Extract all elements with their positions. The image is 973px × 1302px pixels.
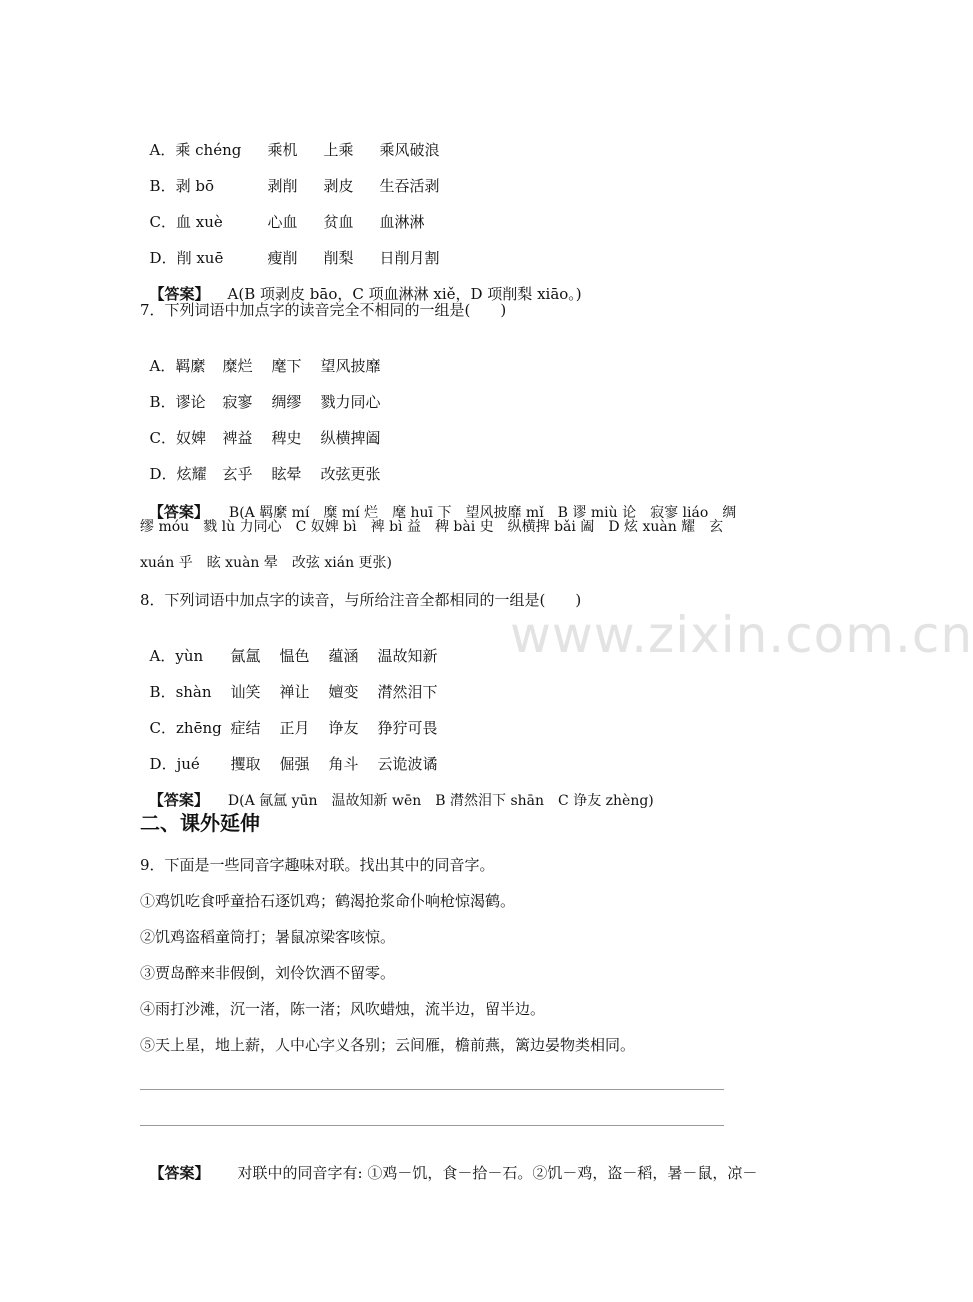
q6-answer (140, 264, 582, 304)
answer-blank-line-1 (140, 1089, 724, 1090)
q6-option-c (140, 192, 425, 232)
option-label: B．谬论 (149, 393, 206, 411)
word: 乘风破浪 (379, 141, 440, 159)
q9-couplet-5: ⑤天上星，地上薪，人中心字义各别；云间雁，檐前燕，篱边晏物类相同。 (140, 1036, 636, 1054)
option-label: D．削 xuē (149, 249, 224, 267)
option-label: D．jué (149, 755, 200, 773)
option-label: A．乘 chéng (149, 141, 242, 159)
q6-option-a (140, 120, 440, 160)
q9-couplet-1: ①鸡饥吃食呼童拾石逐饥鸡；鹤渴抢浆命仆响枪惊渴鹤。 (140, 892, 516, 910)
q8-option-d (140, 734, 438, 774)
word: 剥削 (267, 177, 298, 195)
word: 禅让 (279, 683, 310, 701)
q6-option-d (140, 228, 440, 268)
word: 改弦更张 (320, 465, 381, 483)
q9-question: 9．下面是一些同音字趣味对联。找出其中的同音字。 (140, 856, 495, 874)
q8-option-c (140, 698, 438, 738)
word: 嬗变 (328, 683, 359, 701)
q9-couplet-4: ④雨打沙滩，沉一渚，陈一渚；风吹蜡烛，流半边，留半边。 (140, 1000, 546, 1018)
word: 温故知新 (377, 647, 438, 665)
section-heading: 二、课外延伸 (140, 811, 260, 835)
answer-blank-line-2 (140, 1125, 724, 1126)
option-label: B．剥 bō (149, 177, 214, 195)
option-label: B．shàn (149, 683, 212, 701)
answer-label: 【答案】 (149, 1164, 210, 1182)
option-label: A．羁縻 (149, 357, 206, 375)
word: 心血 (267, 213, 298, 231)
word: 潸然泪下 (377, 683, 438, 701)
q7-option-c (140, 408, 381, 448)
word: 瘦削 (267, 249, 298, 267)
word: 裨益 (222, 429, 253, 447)
q7-answer-line-3: xuán 乎 眩 xuàn 晕 改弦 xián 更张) (140, 555, 392, 571)
word: 倔强 (279, 755, 310, 773)
watermark: www.zixin.com.cn (510, 606, 973, 664)
word: 云诡波谲 (377, 755, 438, 773)
word: 乘机 (267, 141, 298, 159)
word: 眩晕 (271, 465, 302, 483)
q7-option-d (140, 444, 381, 484)
word: 正月 (279, 719, 310, 737)
answer-text: 对联中的同音字有: ①鸡－饥，食－拾－石。②饥－鸡，盗－稻，暑－鼠，凉－ (237, 1164, 758, 1182)
word: 氤氲 (230, 647, 261, 665)
word: 生吞活剥 (379, 177, 440, 195)
option-label: C．zhēng (149, 719, 222, 737)
word: 讪笑 (230, 683, 261, 701)
word: 贫血 (323, 213, 354, 231)
word: 剥皮 (323, 177, 354, 195)
word: 上乘 (323, 141, 354, 159)
answer-label: 【答案】 (149, 285, 210, 303)
q9-answer (140, 1143, 757, 1183)
q9-couplet-2: ②饥鸡盗稻童筒打；暑鼠凉梁客咳惊。 (140, 928, 396, 946)
q7-answer-line-2: 缪 móu 戮 lù 力同心 C 奴婢 bì 裨 bì 益 稗 bài 史 纵横捭 bǎi 阖 D 炫 xuàn 耀 玄 (140, 519, 724, 535)
answer-text: B(A 羁縻 mí 糜 mí 烂 麾 huī 下 望风披靡 mǐ B 谬 miù 论 寂寥 liáo 绸 (228, 505, 737, 521)
word: 攫取 (230, 755, 261, 773)
word: 糜烂 (222, 357, 253, 375)
word: 狰狞可畏 (377, 719, 438, 737)
word: 戮力同心 (320, 393, 381, 411)
word: 玄乎 (222, 465, 253, 483)
answer-label: 【答案】 (148, 503, 209, 521)
q8-option-b (140, 662, 438, 702)
q8-question: 8．下列词语中加点字的读音，与所给注音全都相同的一组是( ) (140, 591, 582, 609)
option-label: C．奴婢 (149, 429, 207, 447)
q8-option-a (140, 626, 438, 666)
word: 纵横捭阖 (320, 429, 381, 447)
word: 角斗 (328, 755, 359, 773)
word: 症结 (230, 719, 261, 737)
word: 寂寥 (222, 393, 253, 411)
answer-text: A(B 项剥皮 bāo，C 项血淋淋 xiě，D 项削梨 xiāo。) (227, 285, 582, 303)
word: 日削月割 (379, 249, 440, 267)
q7-option-a (140, 336, 381, 376)
q7-question: 7．下列词语中加点字的读音完全不相同的一组是( ) (140, 301, 507, 319)
word: 诤友 (328, 719, 359, 737)
option-label: A．yùn (149, 647, 204, 665)
word: 削梨 (323, 249, 354, 267)
answer-text: D(A 氤氲 yūn 温故知新 wēn B 潸然泪下 shān C 诤友 zhèng) (227, 793, 654, 809)
q9-couplet-3: ③贾岛醉来非假倒，刘伶饮酒不留零。 (140, 964, 396, 982)
option-label: C．血 xuè (149, 213, 223, 231)
option-label: D．炫耀 (149, 465, 207, 483)
q6-option-b (140, 156, 440, 196)
word: 望风披靡 (320, 357, 381, 375)
word: 蕴涵 (328, 647, 359, 665)
answer-label: 【答案】 (148, 791, 209, 809)
word: 愠色 (279, 647, 310, 665)
word: 稗史 (271, 429, 302, 447)
word: 绸缪 (271, 393, 302, 411)
word: 麾下 (271, 357, 302, 375)
word: 血淋淋 (379, 213, 425, 231)
q7-option-b (140, 372, 381, 412)
q8-answer (140, 770, 654, 811)
